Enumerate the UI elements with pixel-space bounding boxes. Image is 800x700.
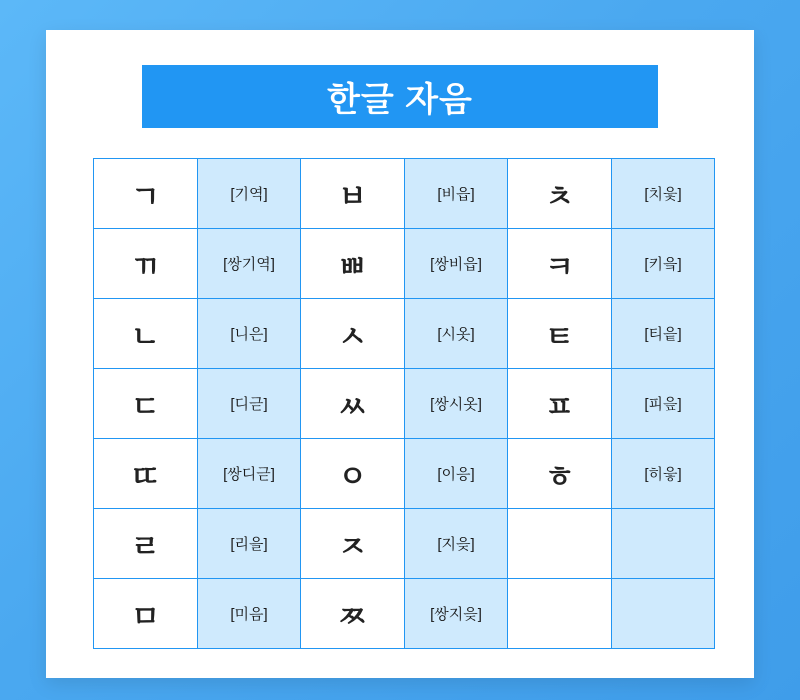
consonant-name: [티읕] (612, 299, 715, 369)
consonant-name: [리을] (198, 509, 301, 579)
consonant-letter: ㅌ (508, 299, 612, 369)
table-row (94, 369, 715, 439)
page-title-banner (142, 65, 658, 128)
page-title: 한글 자음 (327, 81, 473, 119)
consonant-name: [키읔] (612, 229, 715, 299)
consonant-name: [지읒] (405, 509, 508, 579)
table-row (94, 579, 715, 649)
consonant-table (93, 158, 715, 649)
empty-cell (508, 579, 612, 649)
consonant-letter: ㅇ (301, 439, 405, 509)
consonant-letter: ㅎ (508, 439, 612, 509)
consonant-name: [니은] (198, 299, 301, 369)
consonant-name: [히읗] (612, 439, 715, 509)
table-row (94, 509, 715, 579)
table-row (94, 229, 715, 299)
consonant-letter: ㄲ (94, 229, 198, 299)
consonant-name: [미음] (198, 579, 301, 649)
consonant-name: [쌍지읒] (405, 579, 508, 649)
consonant-letter: ㅂ (301, 159, 405, 229)
consonant-name: [치읓] (612, 159, 715, 229)
table-row (94, 299, 715, 369)
empty-cell (508, 509, 612, 579)
consonant-letter: ㅃ (301, 229, 405, 299)
table-row (94, 159, 715, 229)
consonant-letter: ㅍ (508, 369, 612, 439)
empty-cell (612, 509, 715, 579)
consonant-letter: ㅊ (508, 159, 612, 229)
consonant-name: [쌍시옷] (405, 369, 508, 439)
consonant-name: [비읍] (405, 159, 508, 229)
consonant-name: [쌍기역] (198, 229, 301, 299)
consonant-letter: ㅁ (94, 579, 198, 649)
consonant-name: [쌍비읍] (405, 229, 508, 299)
consonant-name: [쌍디귿] (198, 439, 301, 509)
consonant-letter: ㅅ (301, 299, 405, 369)
consonant-letter: ㅉ (301, 579, 405, 649)
consonant-letter: ㅋ (508, 229, 612, 299)
consonant-letter: ㄷ (94, 369, 198, 439)
consonant-name: [기역] (198, 159, 301, 229)
content-card (46, 30, 754, 678)
consonant-letter: ㄴ (94, 299, 198, 369)
consonant-table-container (93, 158, 709, 649)
table-row (94, 439, 715, 509)
consonant-name: [피읖] (612, 369, 715, 439)
consonant-letter: ㅆ (301, 369, 405, 439)
consonant-name: [시옷] (405, 299, 508, 369)
consonant-letter: ㄸ (94, 439, 198, 509)
consonant-name: [이응] (405, 439, 508, 509)
consonant-letter: ㄱ (94, 159, 198, 229)
consonant-letter: ㅈ (301, 509, 405, 579)
consonant-name: [디귿] (198, 369, 301, 439)
empty-cell (612, 579, 715, 649)
consonant-letter: ㄹ (94, 509, 198, 579)
